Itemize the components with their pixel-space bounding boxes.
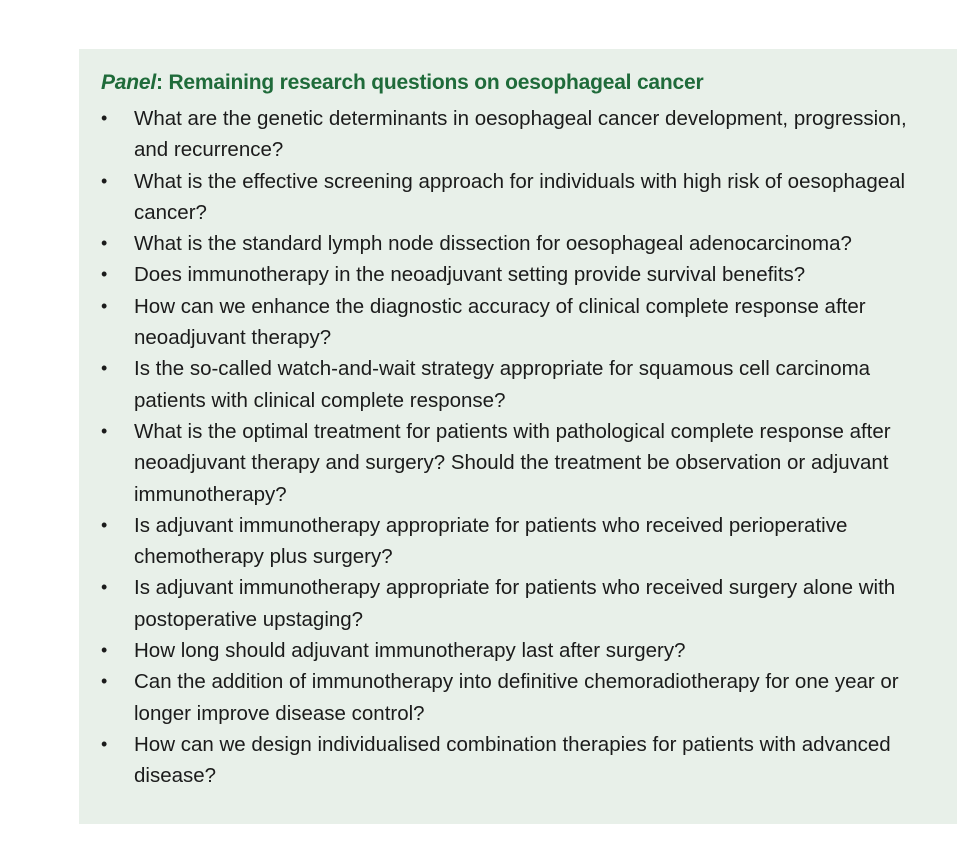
bullet-icon: • (101, 264, 108, 285)
question-text: Is the so-called watch-and-wait strategy appropriate for squamous cell carcinoma patients with clinical complete response? (134, 357, 871, 412)
bullet-icon: • (101, 358, 108, 379)
list-item (101, 103, 937, 166)
research-questions-panel (79, 49, 957, 824)
panel-title (101, 68, 937, 98)
question-text: Is adjuvant immunotherapy appropriate for patients who received perioperative chemotherapy plus surgery? (134, 513, 848, 569)
bullet-icon: • (101, 170, 108, 191)
bullet-icon: • (101, 108, 108, 128)
question-text: How long should adjuvant immunotherapy last after surgery? (134, 639, 686, 663)
bullet-icon: • (101, 640, 108, 661)
bullet-icon: • (101, 420, 108, 441)
question-text: Can the addition of immunotherapy into definitive chemoradiotherapy for one year or longer improve disease control? (134, 670, 899, 725)
list-item (101, 416, 937, 510)
bullet-icon: • (101, 295, 108, 316)
list-item (101, 510, 937, 573)
list-item (101, 666, 937, 729)
question-text: How can we design individualised combination therapies for patients with advanced disease? (134, 732, 891, 788)
question-text: What are the genetic determinants in oesophageal cancer development, progression, and recurrence? (134, 107, 907, 162)
list-item (101, 166, 937, 229)
questions-list (101, 103, 937, 792)
question-text: Does immunotherapy in the neoadjuvant setting provide survival benefits? (134, 263, 806, 287)
question-text: What is the standard lymph node dissection for oesophageal adenocarcinoma? (134, 232, 852, 256)
panel-title-text: : Remaining research questions on oesophageal cancer (156, 71, 704, 94)
list-item (101, 259, 937, 290)
question-text: Is adjuvant immunotherapy appropriate for patients who received surgery alone with postoperative upstaging? (134, 576, 896, 631)
bullet-icon: • (101, 671, 108, 692)
list-item (101, 729, 937, 792)
list-item (101, 228, 937, 259)
list-item (101, 635, 937, 666)
question-text: What is the optimal treatment for patients with pathological complete response after neoadjuvant therapy and surgery? Should the treatment be observation or adjuvant immunotherapy? (134, 419, 891, 506)
list-item (101, 291, 937, 354)
bullet-icon: • (101, 733, 108, 754)
panel-title-lead: Panel (101, 71, 157, 94)
question-text: How can we enhance the diagnostic accuracy of clinical complete response after neoadjuvant therapy? (134, 294, 866, 350)
question-text: What is the effective screening approach for individuals with high risk of oesophageal cancer? (134, 169, 906, 224)
list-item (101, 572, 937, 635)
bullet-icon: • (101, 577, 108, 598)
bullet-icon: • (101, 233, 108, 254)
list-item (101, 353, 937, 416)
bullet-icon: • (101, 514, 108, 535)
